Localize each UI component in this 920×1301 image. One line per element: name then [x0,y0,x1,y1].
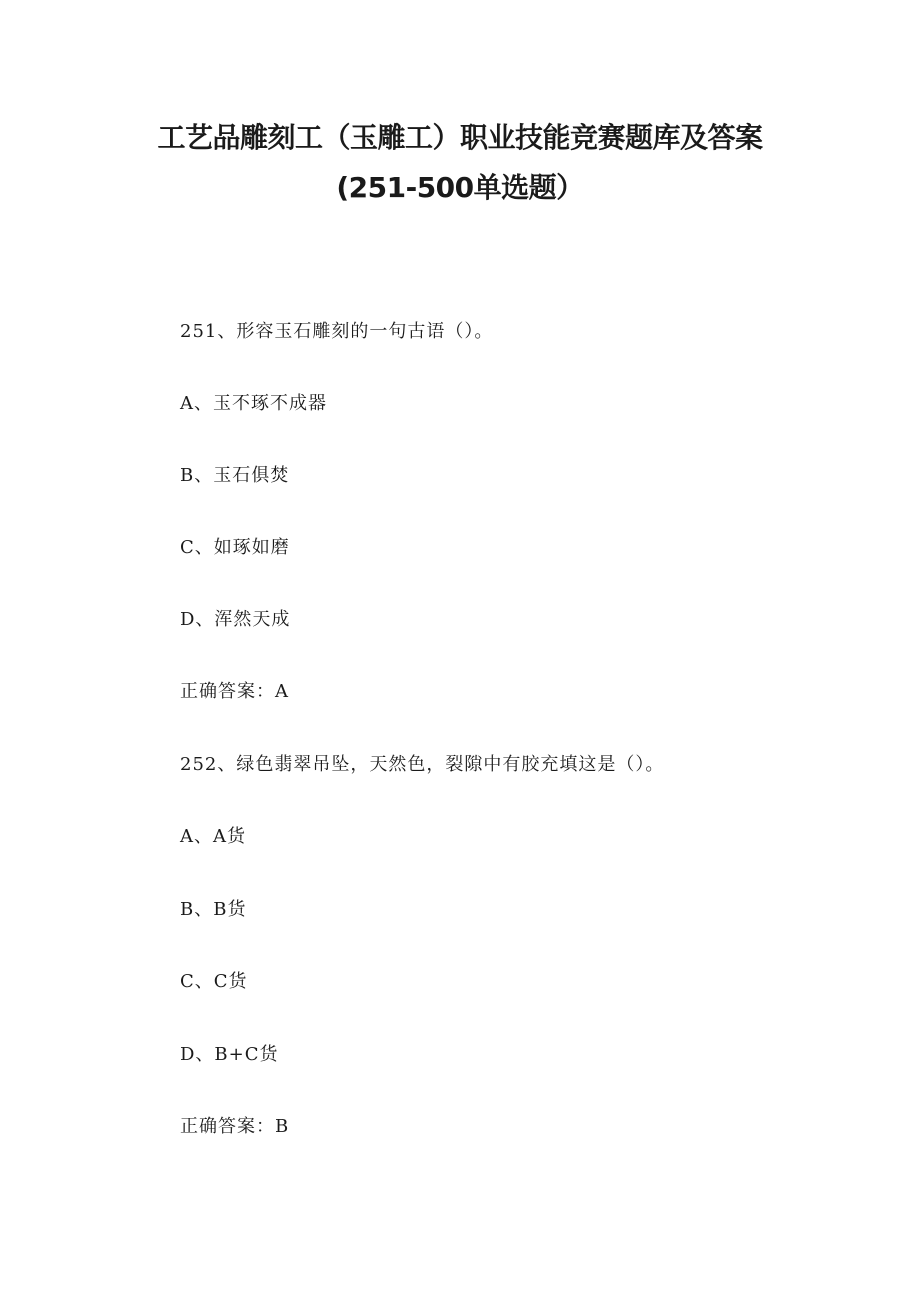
question-251-option-d: D、浑然天成 [180,609,291,630]
page-title-line-1: 工艺品雕刻工（玉雕工）职业技能竞赛题库及答案 [157,121,763,154]
question-251-answer: 正确答案：A [180,681,289,702]
question-252-answer: 正确答案：B [180,1116,290,1137]
question-252-option-b: B、B货 [180,899,247,920]
question-252-option-a: A、A货 [180,826,246,847]
page-title-line-2: (251-500单选题） [336,171,584,204]
question-251-option-b: B、玉石俱焚 [180,465,290,486]
question-251-stem: 251、形容玉石雕刻的一句古语（）。 [180,321,494,342]
question-252-option-c: C、C货 [180,971,248,992]
question-252-stem: 252、绿色翡翠吊坠，天然色，裂隙中有胶充填这是（）。 [180,754,665,775]
question-252-option-d: D、B+C货 [180,1044,279,1065]
question-251-option-a: A、玉不琢不成器 [180,393,327,414]
question-251-option-c: C、如琢如磨 [180,537,290,558]
